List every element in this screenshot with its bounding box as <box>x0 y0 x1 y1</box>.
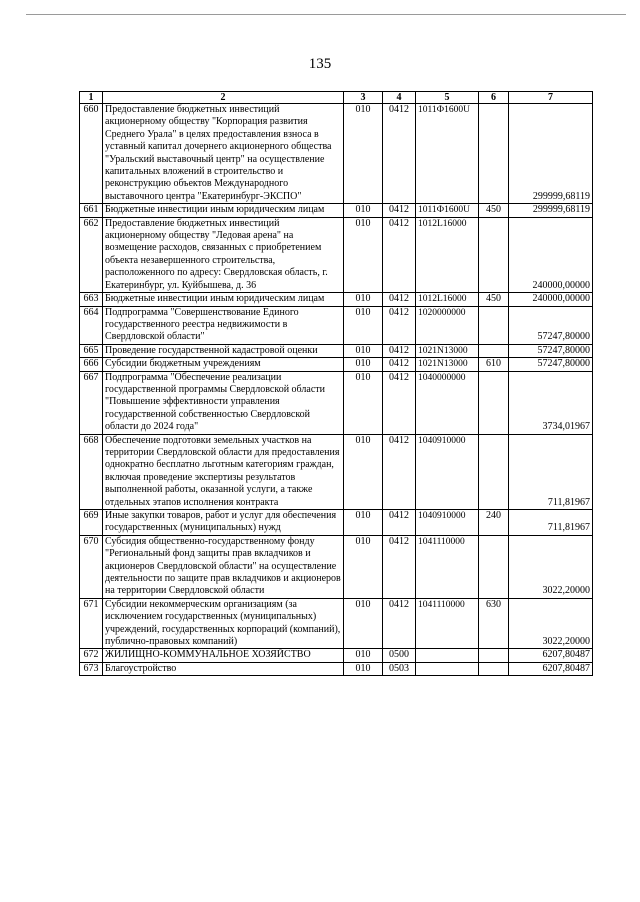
top-rule <box>26 14 626 15</box>
row-code-3: 010 <box>344 371 383 434</box>
row-name: Благоустройство <box>103 662 344 675</box>
row-code-5: 1040910000 <box>416 434 479 509</box>
row-name: Предоставление бюджетных инвестиций акционерному обществу "Корпорация развития Среднего Урала" в целях предоставления взноса в уставный капитал дочернего акционерного общества "Уральский выставочный центр" на осуществление капитальных вложений в строительство и реконструкцию объектов Международного выставочного центра "Екатеринбург-ЭКСПО" <box>103 104 344 204</box>
row-number: 672 <box>80 649 103 662</box>
row-code-5: 1040000000 <box>416 371 479 434</box>
row-code-4: 0412 <box>383 344 416 357</box>
row-number: 668 <box>80 434 103 509</box>
row-number: 660 <box>80 104 103 204</box>
table-row <box>80 649 593 662</box>
row-amount: 57247,80000 <box>509 306 593 344</box>
row-number: 665 <box>80 344 103 357</box>
row-code-5: 1040910000 <box>416 510 479 536</box>
row-code-4: 0412 <box>383 434 416 509</box>
budget-table <box>79 91 593 676</box>
row-code-4: 0412 <box>383 510 416 536</box>
row-code-3: 010 <box>344 217 383 292</box>
row-name: Иные закупки товаров, работ и услуг для обеспечения государственных (муниципальных) нужд <box>103 510 344 536</box>
row-number: 666 <box>80 358 103 371</box>
table-row <box>80 358 593 371</box>
row-code-4: 0412 <box>383 204 416 217</box>
header-col-7: 7 <box>509 92 593 104</box>
header-row <box>80 92 593 104</box>
row-code-3: 010 <box>344 358 383 371</box>
row-name: Подпрограмма "Обеспечение реализации государственной программы Свердловской области "Повышение эффективности управления государственной собственностью Свердловской области до 2024 года" <box>103 371 344 434</box>
row-name: Обеспечение подготовки земельных участков на территории Свердловской области для предоставления однократно бесплатно льготным категориям граждан, включая проведение экспертизы результатов выполненной работы, оказанной услуги, а также отдельных этапов исполнения контракта <box>103 434 344 509</box>
row-name: Субсидии некоммерческим организациям (за исключением государственных (муниципальных) учреждений, государственных корпораций (компаний), публично-правовых компаний) <box>103 598 344 649</box>
row-number: 661 <box>80 204 103 217</box>
header-col-6: 6 <box>479 92 509 104</box>
row-code-3: 010 <box>344 434 383 509</box>
header-col-4: 4 <box>383 92 416 104</box>
row-code-3: 010 <box>344 649 383 662</box>
table-row <box>80 293 593 306</box>
row-number: 662 <box>80 217 103 292</box>
row-code-5: 1012L16000 <box>416 293 479 306</box>
row-amount: 57247,80000 <box>509 358 593 371</box>
row-code-6 <box>479 662 509 675</box>
row-amount: 3022,20000 <box>509 535 593 598</box>
table-row <box>80 104 593 204</box>
row-code-3: 010 <box>344 510 383 536</box>
table-row <box>80 434 593 509</box>
row-number: 671 <box>80 598 103 649</box>
row-code-3: 010 <box>344 598 383 649</box>
row-code-3: 010 <box>344 104 383 204</box>
row-code-4: 0412 <box>383 306 416 344</box>
row-code-6 <box>479 344 509 357</box>
row-code-5: 1041110000 <box>416 598 479 649</box>
row-code-6 <box>479 306 509 344</box>
row-code-3: 010 <box>344 293 383 306</box>
row-code-6 <box>479 535 509 598</box>
row-amount: 6207,80487 <box>509 649 593 662</box>
table-row <box>80 510 593 536</box>
page-number: 135 <box>308 56 332 72</box>
row-amount: 299999,68119 <box>509 204 593 217</box>
row-number: 673 <box>80 662 103 675</box>
row-code-5 <box>416 649 479 662</box>
row-code-5 <box>416 662 479 675</box>
row-name: Предоставление бюджетных инвестиций акционерному обществу "Ледовая арена" на возмещение расходов, связанных с приобретением объекта незавершенного строительства, расположенного по адресу: Свердловская область, г. Екатеринбург, ул. Куйбышева, д. 36 <box>103 217 344 292</box>
row-amount: 57247,80000 <box>509 344 593 357</box>
row-amount: 299999,68119 <box>509 104 593 204</box>
row-code-4: 0412 <box>383 371 416 434</box>
row-amount: 3734,01967 <box>509 371 593 434</box>
row-code-5: 1021N13000 <box>416 344 479 357</box>
row-code-4: 0412 <box>383 217 416 292</box>
row-code-4: 0412 <box>383 535 416 598</box>
row-code-5: 1021N13000 <box>416 358 479 371</box>
row-code-6: 630 <box>479 598 509 649</box>
table-row <box>80 306 593 344</box>
row-number: 663 <box>80 293 103 306</box>
row-code-3: 010 <box>344 306 383 344</box>
row-code-4: 0503 <box>383 662 416 675</box>
header-col-1: 1 <box>80 92 103 104</box>
row-code-6 <box>479 217 509 292</box>
row-name: Субсидии бюджетным учреждениям <box>103 358 344 371</box>
row-amount: 3022,20000 <box>509 598 593 649</box>
row-name: Проведение государственной кадастровой оценки <box>103 344 344 357</box>
row-name: Бюджетные инвестиции иным юридическим лицам <box>103 293 344 306</box>
row-code-3: 010 <box>344 535 383 598</box>
row-code-5: 1011Ф1600U <box>416 104 479 204</box>
table-row <box>80 344 593 357</box>
row-code-6: 450 <box>479 204 509 217</box>
table-body <box>80 104 593 676</box>
table-row <box>80 217 593 292</box>
row-code-3: 010 <box>344 662 383 675</box>
row-code-4: 0412 <box>383 358 416 371</box>
row-code-6 <box>479 104 509 204</box>
table-row <box>80 535 593 598</box>
table-row <box>80 371 593 434</box>
row-code-4: 0412 <box>383 104 416 204</box>
row-amount: 240000,00000 <box>509 217 593 292</box>
row-number: 669 <box>80 510 103 536</box>
row-code-5: 1011Ф1600U <box>416 204 479 217</box>
row-code-6: 610 <box>479 358 509 371</box>
table-row <box>80 662 593 675</box>
row-code-3: 010 <box>344 344 383 357</box>
row-code-6: 450 <box>479 293 509 306</box>
row-code-5: 1020000000 <box>416 306 479 344</box>
row-code-3: 010 <box>344 204 383 217</box>
row-number: 664 <box>80 306 103 344</box>
row-amount: 6207,80487 <box>509 662 593 675</box>
row-name: Подпрограмма "Совершенствование Единого государственного реестра недвижимости в Свердловской области" <box>103 306 344 344</box>
header-col-5: 5 <box>416 92 479 104</box>
row-code-6 <box>479 434 509 509</box>
row-code-5: 1041110000 <box>416 535 479 598</box>
table-row <box>80 598 593 649</box>
row-name: Субсидия общественно-государственному фонду "Региональный фонд защиты прав вкладчиков и акционеров Свердловской области" на осуществление деятельности по защите прав вкладчиков и акционеров на территории Свердловской области <box>103 535 344 598</box>
row-code-6: 240 <box>479 510 509 536</box>
row-code-6 <box>479 371 509 434</box>
header-col-2: 2 <box>103 92 344 104</box>
header-col-3: 3 <box>344 92 383 104</box>
row-amount: 711,81967 <box>509 434 593 509</box>
row-number: 670 <box>80 535 103 598</box>
row-code-4: 0412 <box>383 598 416 649</box>
row-name: Бюджетные инвестиции иным юридическим лицам <box>103 204 344 217</box>
row-code-4: 0412 <box>383 293 416 306</box>
row-name: ЖИЛИЩНО-КОММУНАЛЬНОЕ ХОЗЯЙСТВО <box>103 649 344 662</box>
table-row <box>80 204 593 217</box>
row-code-5: 1012L16000 <box>416 217 479 292</box>
row-code-4: 0500 <box>383 649 416 662</box>
row-code-6 <box>479 649 509 662</box>
row-amount: 240000,00000 <box>509 293 593 306</box>
row-number: 667 <box>80 371 103 434</box>
row-amount: 711,81967 <box>509 510 593 536</box>
